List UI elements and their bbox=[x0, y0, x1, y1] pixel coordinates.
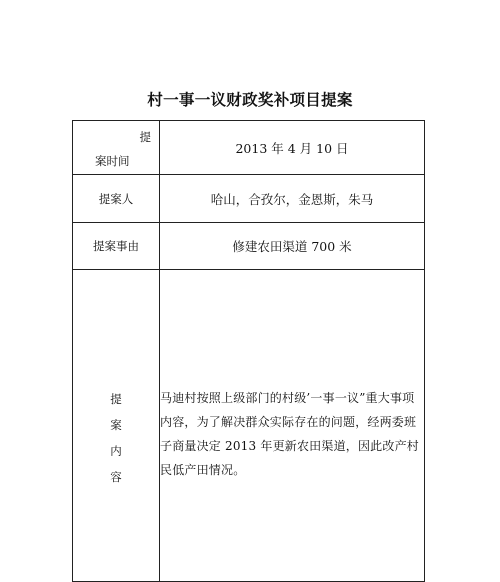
proposal-matter-value: 修建农田渠道 700 米 bbox=[160, 223, 425, 270]
document-title: 村一事一议财政奖补项目提案 bbox=[147, 90, 353, 109]
content-label-char-1: 提 bbox=[110, 391, 122, 406]
proposal-form-table bbox=[72, 120, 425, 582]
content-label-char-2: 案 bbox=[110, 417, 122, 432]
content-label-char-4: 容 bbox=[110, 469, 122, 484]
proposal-time-label-part2: 案时间 bbox=[95, 154, 130, 168]
row-proposal-content bbox=[73, 270, 425, 582]
proposal-time-value: 2013 年 4 月 10 日 bbox=[160, 121, 425, 175]
row-proposal-time bbox=[73, 121, 425, 175]
proposal-time-label-part1: 提 bbox=[139, 130, 151, 144]
proposers-value: 哈山，合孜尔，金恩斯，朱马 bbox=[160, 175, 425, 223]
row-proposal-matter bbox=[73, 223, 425, 270]
proposal-time-label-cell bbox=[73, 121, 160, 175]
content-label-char-3: 内 bbox=[110, 443, 122, 458]
row-proposers bbox=[73, 175, 425, 223]
proposers-label: 提案人 bbox=[73, 175, 160, 223]
proposal-content-value bbox=[160, 270, 425, 582]
proposal-content-text: 马迪村按照上级部门的村级’一事一议”重大事项内容，为了解决群众实际存在的问题，经两委班子商量决定 2013 年更新农田渠道，因此改产村民低产田情况。 bbox=[160, 390, 419, 477]
proposal-matter-label: 提案事由 bbox=[73, 223, 160, 270]
proposal-content-label bbox=[73, 270, 160, 582]
